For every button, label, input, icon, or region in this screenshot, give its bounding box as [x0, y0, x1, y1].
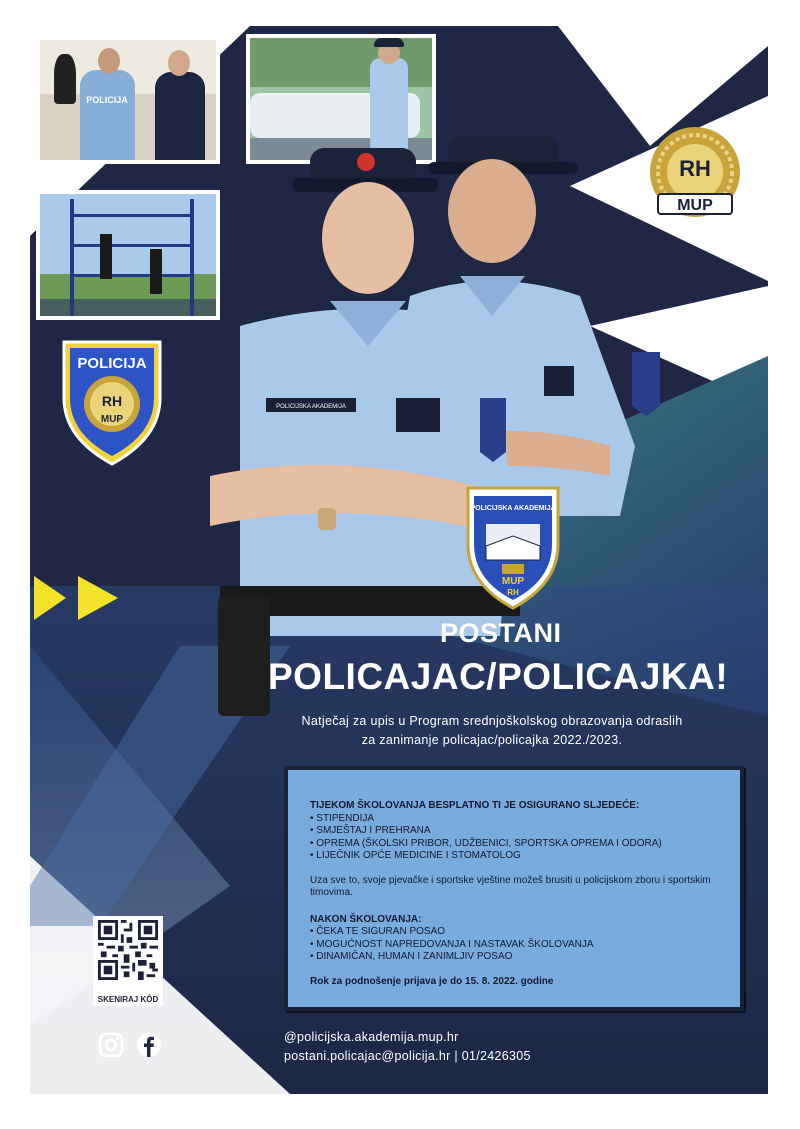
after-item: • ČEKA TE SIGURAN POSAO — [310, 926, 446, 937]
emblem-mup: MUP — [677, 197, 713, 214]
policija-badge-text: POLICIJA — [77, 355, 147, 372]
policija-badge-rh: RH — [101, 393, 123, 409]
qr-code[interactable] — [93, 916, 163, 1006]
academy-badge-rh: RH — [507, 588, 519, 597]
subtitle-line-2: za zanimanje policajac/policajka 2022./2023. — [361, 733, 623, 747]
benefit-item: • OPREMA (ŠKOLSKI PRIBOR, UDŽBENICI, SPORTSKA OPREMA I ODORA) — [310, 837, 662, 849]
headline-small: POSTANI — [440, 618, 562, 648]
facebook-icon[interactable] — [136, 1032, 162, 1058]
contact-social-handle[interactable]: @policijska.akademija.mup.hr — [284, 1030, 459, 1044]
headline-big: POLICAJAC/POLICAJKA! — [268, 656, 729, 697]
deadline-text: Rok za podnošenje prijava je do 15. 8. 2022. godine — [310, 975, 554, 987]
benefits-paragraph: Uza sve to, svoje pjevačke i sportske vještine možeš brusiti u policijskom zboru i sportskim timovima. — [310, 874, 711, 898]
policija-badge — [60, 338, 164, 468]
officers-photo — [180, 116, 660, 716]
instagram-icon[interactable] — [98, 1032, 124, 1058]
qr-label: SKENIRAJ KÔD — [97, 995, 159, 1004]
shirt-label: POLICIJA — [86, 95, 128, 105]
police-academy-badge — [464, 484, 562, 612]
academy-badge-text: POLICIJSKA AKADEMIJA — [470, 505, 556, 512]
after-heading: NAKON ŠKOLOVANJA: — [310, 913, 422, 925]
poster — [30, 26, 768, 1094]
subtitle-line-1: Natječaj za upis u Program srednjoškolskog obrazovanja odraslih — [301, 714, 683, 728]
qr-code-image — [98, 920, 158, 980]
after-item: • DINAMIČAN, HUMAN I ZANIMLJIV POSAO — [310, 951, 513, 962]
benefit-item: • SMJEŠTAJ I PREHRANA — [310, 825, 431, 836]
double-arrow-icon — [34, 576, 120, 620]
benefits-heading: TIJEKOM ŠKOLOVANJA BESPLATNO TI JE OSIGURANO SLJEDEĆE: — [310, 800, 640, 811]
subtitle — [292, 712, 692, 750]
benefit-item: • STIPENDIJA — [310, 812, 375, 824]
nametag-text: POLICIJSKA AKADEMIJA — [276, 404, 346, 410]
benefit-item: • LIJEČNIK OPĆE MEDICINE I STOMATOLOG — [310, 850, 521, 861]
policija-badge-mup: MUP — [100, 414, 124, 425]
info-box — [284, 766, 744, 1011]
after-item: • MOGUĆNOST NAPREDOVANJA I NASTAVAK ŠKOLOVANJA — [310, 938, 594, 950]
academy-badge-mup: MUP — [501, 576, 525, 587]
contact-email-phone[interactable]: postani.policajac@policija.hr | 01/2426305 — [284, 1049, 531, 1063]
emblem-rh: RH — [679, 156, 711, 181]
